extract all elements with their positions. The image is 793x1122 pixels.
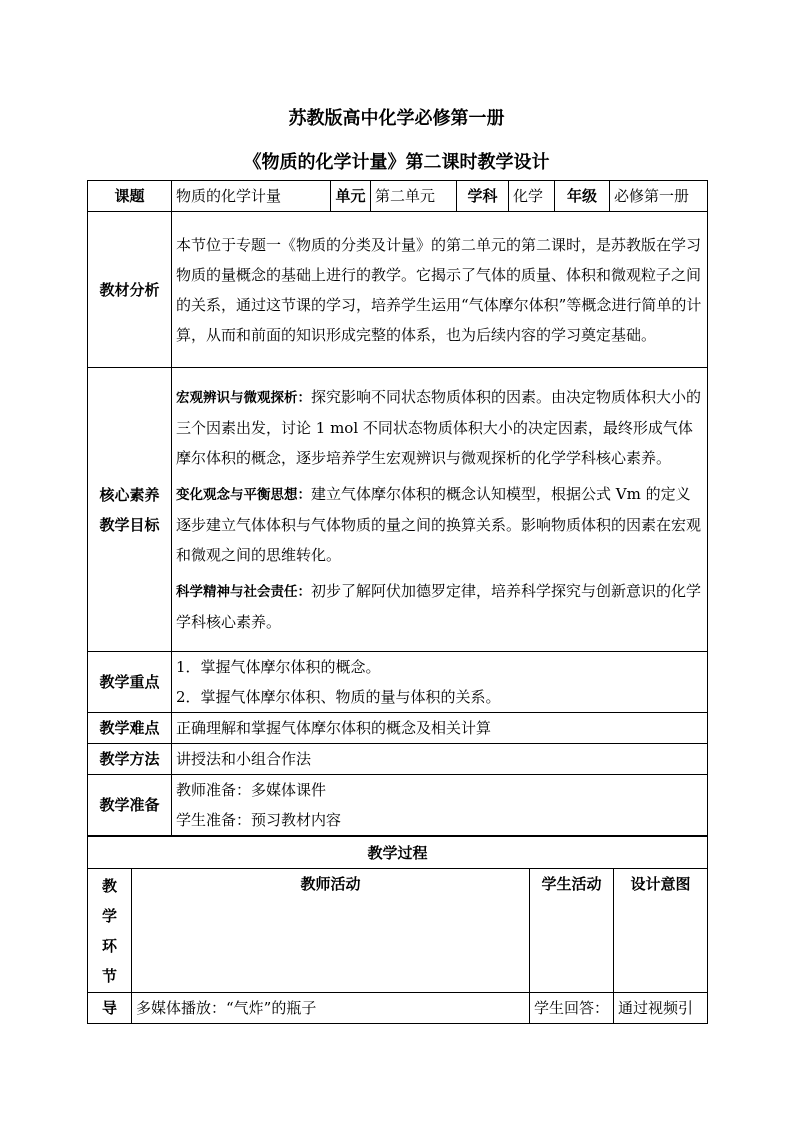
header-row [88, 181, 708, 212]
document-subtitle: 《物质的化学计量》第二课时教学设计 [243, 152, 550, 173]
teacher-activity-cell: 多媒体播放：“气炸”的瓶子 [132, 993, 530, 1024]
difficulties-row [88, 713, 708, 744]
process-title: 教学过程 [88, 837, 708, 869]
topic-value: 物质的化学计量 [172, 181, 331, 212]
core-goal-item [176, 382, 703, 473]
key-point-item: 1．掌握气体摩尔体积的概念。 [176, 658, 381, 676]
stage-column-header [88, 869, 132, 993]
process-title-row [88, 837, 708, 869]
grade-value: 必修第一册 [610, 181, 708, 212]
core-goal-item [176, 479, 703, 570]
core-row [88, 368, 708, 652]
design-intent-header: 设计意图 [614, 869, 708, 993]
subject-label: 学科 [457, 181, 509, 212]
lesson-info-table [87, 180, 708, 836]
design-intent-cell: 通过视频引 [614, 993, 708, 1024]
methods-row [88, 744, 708, 775]
stage-char: 节 [101, 966, 117, 985]
core-label [88, 368, 172, 652]
core-goals [172, 368, 708, 652]
key-points-list [172, 652, 708, 713]
stage-char: 教 [101, 876, 117, 895]
core-goal-head: 宏观辨识与微观探析： [176, 390, 311, 406]
core-goal-text: 探究影响不同状态物质体积的因素。由决定物质体积大小的三个因素出发，讨论 1 mol 不同状态物质体积大小的决定因素，最终形成气体摩尔体积的概念，逐步培养学生宏观辨识与微观探析的化学学科核心素养。 [176, 388, 702, 467]
stage-char: 环 [101, 936, 117, 955]
core-goal-text: 初步了解阿伏加德罗定律，培养科学探究与创新意识的化学学科核心素养。 [176, 582, 702, 631]
key-points-label: 教学重点 [88, 652, 172, 713]
methods-label: 教学方法 [88, 744, 172, 775]
difficulties-text: 正确理解和掌握气体摩尔体积的概念及相关计算 [172, 713, 708, 744]
preparation-list [172, 775, 708, 836]
core-goal-item [176, 576, 703, 637]
subject-value: 化学 [509, 181, 555, 212]
topic-label: 课题 [88, 181, 172, 212]
stage-char: 学 [101, 906, 117, 925]
student-activity-cell: 学生回答： [530, 993, 614, 1024]
preparation-label: 教学准备 [88, 775, 172, 836]
stage-cell: 导 [88, 993, 132, 1024]
methods-text: 讲授法和小组合作法 [172, 744, 708, 775]
core-goal-text: 建立气体摩尔体积的概念认知模型，根据公式 Vm 的定义逐步建立气体体积与气体物质的量之间的换算关系。影响物质体积的因素在宏观和微观之间的思维转化。 [176, 485, 702, 564]
student-preparation: 学生准备：预习教材内容 [176, 811, 342, 829]
core-label-line1: 核心素养 [99, 485, 160, 504]
teacher-activity-header: 教师活动 [132, 869, 530, 993]
core-label-line2: 教学目标 [99, 515, 160, 534]
student-activity-header: 学生活动 [530, 869, 614, 993]
document-title: 苏教版高中化学必修第一册 [288, 108, 505, 129]
grade-label: 年级 [555, 181, 610, 212]
core-goal-head: 变化观念与平衡思想： [176, 487, 311, 503]
difficulties-label: 教学难点 [88, 713, 172, 744]
teacher-preparation: 教师准备：多媒体课件 [176, 781, 327, 799]
teaching-process-table [87, 836, 708, 1024]
analysis-row [88, 212, 708, 368]
process-row [88, 993, 708, 1024]
analysis-label: 教材分析 [88, 212, 172, 368]
preparation-row [88, 775, 708, 836]
analysis-text: 本节位于专题一《物质的分类及计量》的第二单元的第二课时，是苏教版在学习物质的量概念的基础上进行的教学。它揭示了气体的质量、体积和微观粒子之间的关系，通过这节课的学习，培养学生运用“气体摩尔体积”等概念进行简单的计算，从而和前面的知识形成完整的体系，也为后续内容的学习奠定基础。 [172, 212, 708, 368]
key-points-row [88, 652, 708, 713]
unit-label: 单元 [331, 181, 371, 212]
process-header-row [88, 869, 708, 993]
core-goal-head: 科学精神与社会责任： [176, 584, 311, 600]
unit-value: 第二单元 [371, 181, 457, 212]
key-point-item: 2．掌握气体摩尔体积、物质的量与体积的关系。 [176, 688, 501, 706]
